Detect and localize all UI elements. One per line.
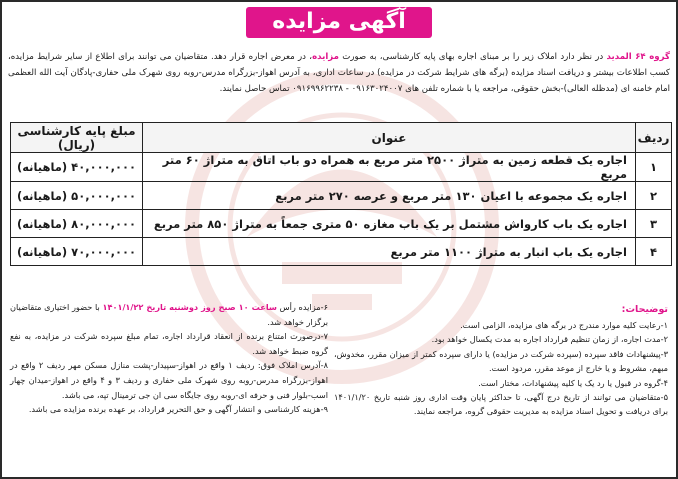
row-price: ۷۰,۰۰۰,۰۰۰ (ماهیانه) xyxy=(11,238,143,266)
row-price: ۵۰,۰۰۰,۰۰۰ (ماهیانه) xyxy=(11,182,143,210)
title-banner xyxy=(2,7,676,38)
row-title: اجاره یک باب انبار به متراژ ۱۱۰۰ متر مربع xyxy=(143,238,636,266)
table-header-row xyxy=(11,123,672,153)
auction-word: مزایده xyxy=(312,52,339,62)
header-title: عنوان xyxy=(143,123,636,153)
row-title: اجاره یک مجموعه با اعیان ۱۳۰ متر مربع و عرصه ۲۷۰ متر مربع xyxy=(143,182,636,210)
page-title: آگهی مزایده xyxy=(246,7,432,38)
row-number: ۴ xyxy=(636,238,672,266)
note-item: ۵-متقاضیان می توانند از تاریخ درج آگهی، تا حداکثر پایان وقت اداری روز شنبه تاریخ ۱۴۰۱/۱/۲۰ برای دریافت و تحویل اسناد مزایده به مدیریت حقوقی گروه، مراجعه نمایند. xyxy=(334,392,668,417)
auction-time: ساعت ۱۰ صبح روز دوشنبه تاریخ ۱۴۰۱/۱/۲۲ xyxy=(102,302,277,312)
notes-right-column xyxy=(334,302,668,419)
notes-heading: توضیحات: xyxy=(621,304,668,315)
notes-left-column xyxy=(10,300,328,417)
row-number: ۱ xyxy=(636,153,672,182)
table-row xyxy=(11,153,672,182)
intro-paragraph xyxy=(8,49,670,97)
note-item: ۴-گروه در قبول یا رد یک یا کلیه پیشنهادات، مختار است. xyxy=(478,377,668,388)
intro-text-2: ، در معرض اجاره قرار دهد. متقاضیان می توانند برای اطلاع از سایر شرایط مزایده، کسب اطلاعات بیشتر و دریافت اسناد مزایده (برگه های شرایط شرکت در مزایده) در ساعات اداری، به آدرس اهواز-بزرگراه مدرس-روبه روی شهرک ملی حفاری-پادگان آیت الله العظمی امام خامنه ای (مدظله العالی)-بخش حقوقی، مراجعه یا با شماره تلفن های ۰۹۱۶۳۰۲۴۰۰۷ - ۰۹۱۶۹۹۶۲۲۳۸ تماس حاصل نمایند. xyxy=(8,52,670,94)
note-item: ۳-پیشنهادات فاقد سپرده (سپرده شرکت در مزایده) یا دارای سپرده کمتر از میزان مقرر، مخدوش، مبهم، مشروط و یا خارج از موعد مقرر، مردود است. xyxy=(334,348,668,374)
note-item: ۱-رعایت کلیه موارد مندرج در برگه های مزایده، الزامی است. xyxy=(460,320,668,330)
row-number: ۳ xyxy=(636,210,672,238)
row-title: اجاره یک باب کارواش مشتمل بر یک باب مغازه ۵۰ متری جمعاً به متراژ ۸۵۰ متر مربع xyxy=(143,210,636,238)
table-row xyxy=(11,238,672,266)
note-item: ۹-هزینه کارشناسی و انتشار آگهی و حق التحریر قرارداد، بر عهده برنده مزایده می باشد. xyxy=(28,404,328,415)
table-row xyxy=(11,210,672,238)
note-item: ۷-درصورت امتناع برنده از انعقاد قرارداد اجاره، تمام مبلغ سپرده شرکت در مزایده، به نفع گروه ضبط خواهد شد. xyxy=(10,331,328,356)
header-row-number: ردیف xyxy=(636,123,672,153)
row-title: اجاره یک قطعه زمین به متراژ ۲۵۰۰ متر مربع به همراه دو باب اتاق به متراژ ۶۰ متر مربع xyxy=(143,153,636,182)
note-item xyxy=(10,300,328,329)
properties-table xyxy=(10,122,672,266)
intro-text-1: در نظر دارد املاک زیر را بر مبنای اجاره بهای پایه کارشناسی، به صورت xyxy=(338,52,607,62)
row-price: ۴۰,۰۰۰,۰۰۰ (ماهیانه) xyxy=(11,153,143,182)
note-text: ۶-مزایده رأس xyxy=(276,302,328,312)
row-number: ۲ xyxy=(636,182,672,210)
note-item: ۸-آدرس املاک فوق: ردیف ۱ واقع در اهواز-سپیدار-پشت منازل مسکن مهر ردیف ۲ واقع در اهواز-بزرگراه مدرس-روبه روی شهرک ملی حفاری و ردیف ۳ و ۴ واقع در اهواز-میدان چهار اسب-بلوار فنی و حرفه ای-روبه روی جایگاه سی ان جی ترمینال تپه، می باشد. xyxy=(10,360,328,400)
group-label: گروه ۶۴ المدید xyxy=(606,52,670,62)
table-row xyxy=(11,182,672,210)
note-text: با حضور اختیاری متقاضیان برگزار خواهد شد. xyxy=(10,302,328,327)
header-price: مبلغ پایه کارشناسی (ریال) xyxy=(11,123,143,153)
row-price: ۸۰,۰۰۰,۰۰۰ (ماهیانه) xyxy=(11,210,143,238)
note-item: ۲-مدت اجاره، از زمان تنظیم قرارداد اجاره به مدت یکسال خواهد بود. xyxy=(431,334,668,345)
